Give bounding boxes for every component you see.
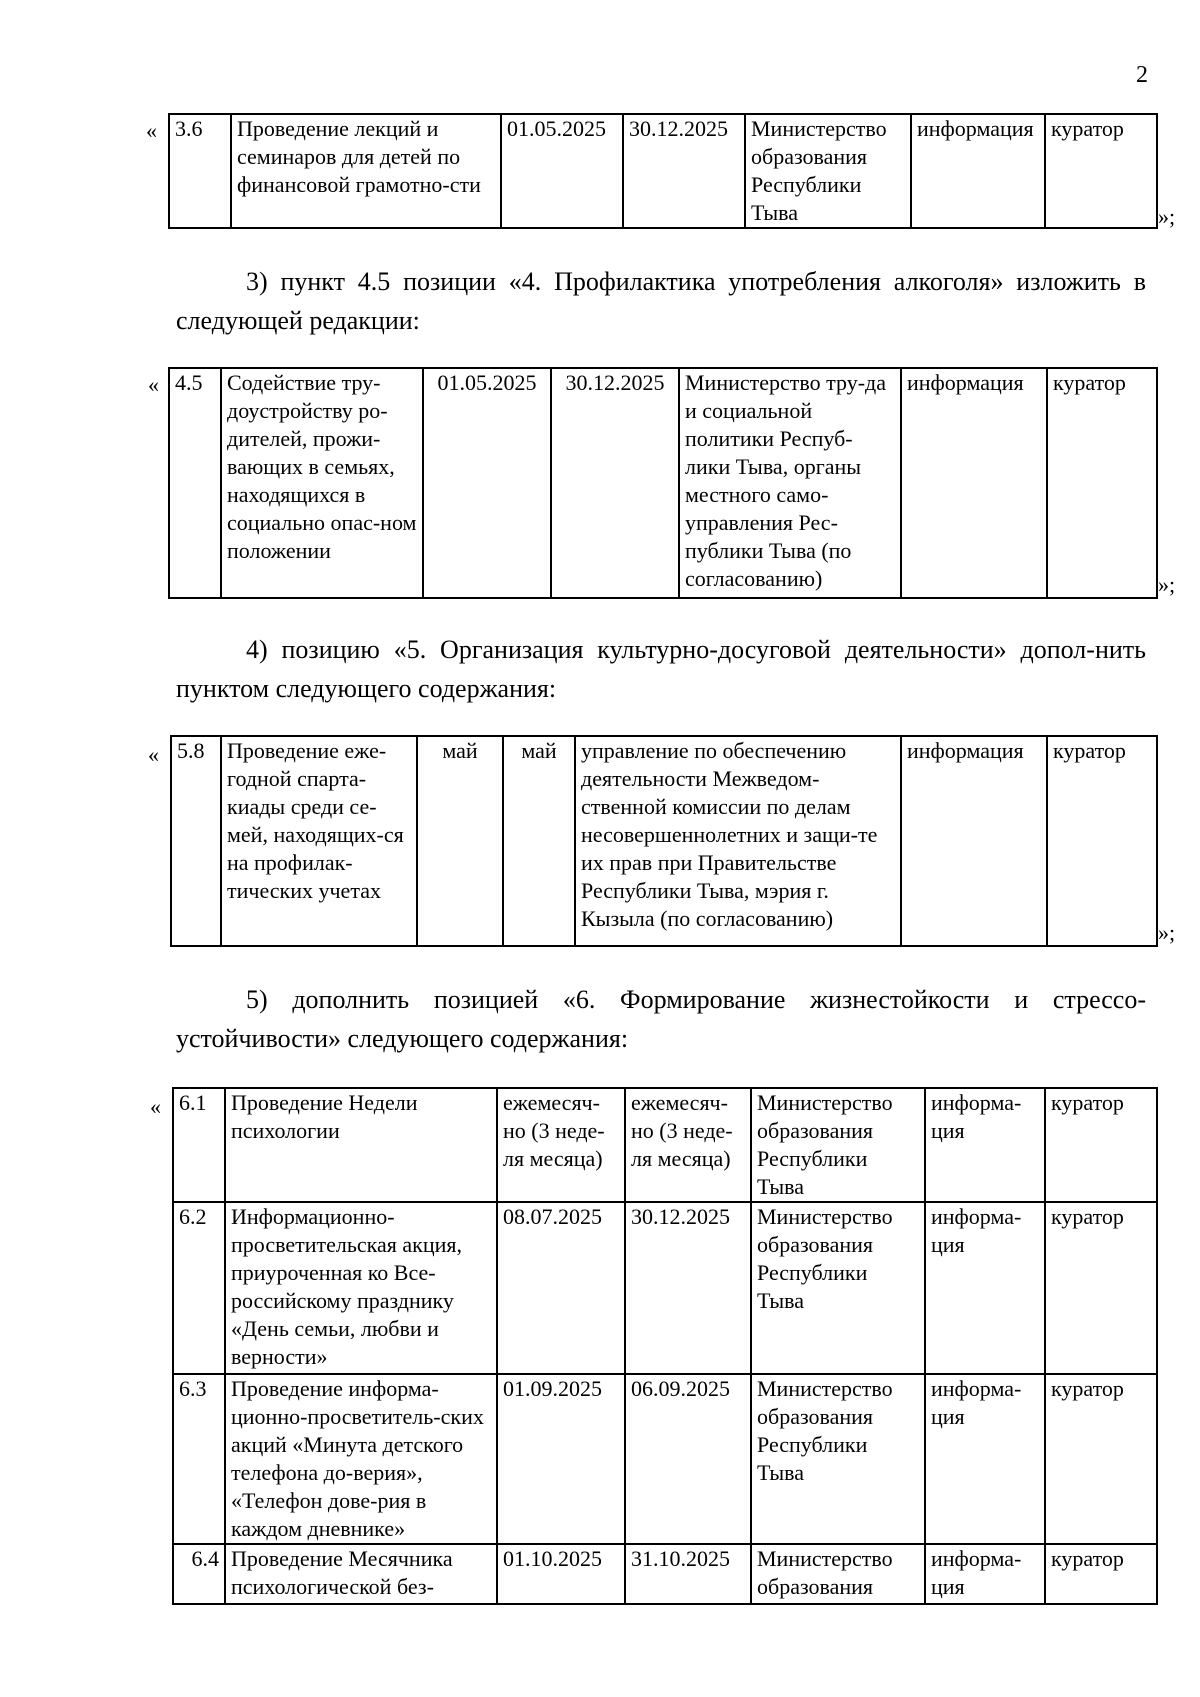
item-start-date: ежемесяч-но (3 неде-ля месяца) bbox=[497, 1088, 625, 1202]
paragraph-5 bbox=[176, 980, 1146, 1058]
table-item-5-8 bbox=[170, 735, 1158, 947]
item-name: Проведение еже-годной спарта-киады среди се-мей, находящих-ся на профилак-тических учетах bbox=[221, 736, 417, 946]
close-quote: »; bbox=[1158, 920, 1176, 945]
item-executor: Министерство образования bbox=[751, 1544, 925, 1604]
item-result: информация bbox=[911, 114, 1045, 228]
close-quote: »; bbox=[1158, 572, 1176, 597]
item-number: 3.6 bbox=[169, 114, 231, 228]
item-end-date: 30.12.2025 bbox=[551, 368, 679, 598]
page-number: 2 bbox=[1136, 62, 1148, 88]
item-start-date: 08.07.2025 bbox=[497, 1202, 625, 1374]
table-row bbox=[173, 1088, 1157, 1202]
item-control: куратор bbox=[1047, 736, 1157, 946]
item-end-date: 31.10.2025 bbox=[625, 1544, 751, 1604]
item-name: Проведение лекций и семинаров для детей по финансовой грамотно-сти bbox=[231, 114, 501, 228]
item-number: 4.5 bbox=[169, 368, 221, 598]
paragraph-3 bbox=[176, 262, 1146, 340]
item-end-date: 06.09.2025 bbox=[625, 1374, 751, 1544]
table-row bbox=[169, 114, 1157, 228]
table-row bbox=[173, 1544, 1157, 1604]
item-executor: Министерство образования Республики Тыва bbox=[751, 1374, 925, 1544]
table-row bbox=[173, 1374, 1157, 1544]
item-result: информация bbox=[901, 368, 1047, 598]
item-start-date: май bbox=[417, 736, 503, 946]
open-quote: « bbox=[148, 372, 159, 397]
paragraph-4 bbox=[176, 630, 1146, 708]
item-executor: Министерство образования Республики Тыва bbox=[751, 1088, 925, 1202]
item-number: 6.2 bbox=[173, 1202, 225, 1374]
item-name: Проведение информа-ционно-просветитель-ских акций «Минута детского телефона до-верия», «Телефон дове-рия в каждом дневнике» bbox=[225, 1374, 497, 1544]
item-executor: Министерство тру-да и социальной политики Респуб-лики Тыва, органы местного само-управления Рес-публики Тыва (по согласованию) bbox=[679, 368, 901, 598]
item-result: информа-ция bbox=[925, 1544, 1045, 1604]
item-start-date: 01.05.2025 bbox=[423, 368, 551, 598]
item-start-date: 01.09.2025 bbox=[497, 1374, 625, 1544]
table-row bbox=[169, 368, 1157, 598]
item-name: Информационно-просветительская акция, приуроченная ко Все-российскому празднику «День семьи, любви и верности» bbox=[225, 1202, 497, 1374]
item-number: 6.3 bbox=[173, 1374, 225, 1544]
item-end-date: ежемесяч-но (3 неде-ля месяца) bbox=[625, 1088, 751, 1202]
open-quote: « bbox=[146, 118, 157, 143]
item-control: куратор bbox=[1045, 1544, 1157, 1604]
item-number: 6.1 bbox=[173, 1088, 225, 1202]
item-start-date: 01.05.2025 bbox=[501, 114, 623, 228]
table-item-4-5 bbox=[168, 367, 1158, 599]
item-executor: Министерство образования Республики Тыва bbox=[745, 114, 911, 228]
item-control: куратор bbox=[1045, 1374, 1157, 1544]
open-quote: « bbox=[150, 1094, 161, 1119]
table-position-6 bbox=[172, 1087, 1158, 1605]
paragraph-3-text: 3) пункт 4.5 позиции «4. Профилактика употребления алкоголя» изложить в следующей редакции: bbox=[176, 267, 1146, 335]
item-name: Проведение Недели психологии bbox=[225, 1088, 497, 1202]
paragraph-4-text: 4) позицию «5. Организация культурно-досуговой деятельности» допол-нить пунктом следующего содержания: bbox=[176, 635, 1146, 703]
item-end-date: 30.12.2025 bbox=[623, 114, 745, 228]
paragraph-5-text: 5) дополнить позицией «6. Формирование жизнестойкости и стрессо-устойчивости» следующего содержания: bbox=[176, 985, 1146, 1053]
item-result: информа-ция bbox=[925, 1202, 1045, 1374]
close-quote: »; bbox=[1158, 204, 1176, 229]
item-start-date: 01.10.2025 bbox=[497, 1544, 625, 1604]
table-row bbox=[171, 736, 1157, 946]
open-quote: « bbox=[148, 742, 159, 767]
item-number: 5.8 bbox=[171, 736, 221, 946]
item-control: куратор bbox=[1045, 114, 1157, 228]
table-item-3-6 bbox=[168, 113, 1158, 229]
item-result: информа-ция bbox=[925, 1088, 1045, 1202]
table-row bbox=[173, 1202, 1157, 1374]
item-control: куратор bbox=[1047, 368, 1157, 598]
item-result: информа-ция bbox=[925, 1374, 1045, 1544]
item-end-date: 30.12.2025 bbox=[625, 1202, 751, 1374]
item-number: 6.4 bbox=[173, 1544, 225, 1604]
item-control: куратор bbox=[1045, 1202, 1157, 1374]
item-name: Содействие тру-доустройству ро-дителей, прожи-вающих в семьях, находящихся в социально опас-ном положении bbox=[221, 368, 423, 598]
item-result: информация bbox=[901, 736, 1047, 946]
item-executor: Министерство образования Республики Тыва bbox=[751, 1202, 925, 1374]
item-control: куратор bbox=[1045, 1088, 1157, 1202]
item-name: Проведение Месячника психологической без- bbox=[225, 1544, 497, 1604]
item-end-date: май bbox=[503, 736, 575, 946]
item-executor: управление по обеспечению деятельности Межведом-ственной комиссии по делам несовершеннолетних и защи-те их прав при Правительстве Республики Тыва, мэрия г. Кызыла (по согласованию) bbox=[575, 736, 901, 946]
